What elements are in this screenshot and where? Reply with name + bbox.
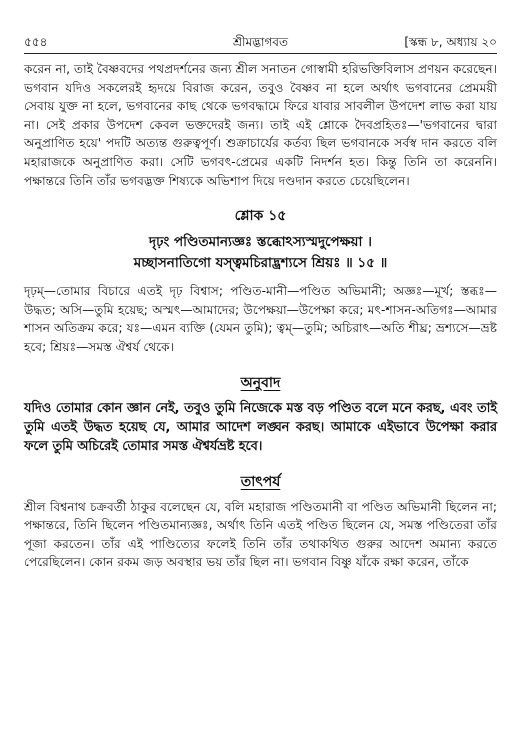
translation-heading: অনুবাদ: [240, 374, 281, 391]
verse-heading: শ্লোক ১৫: [234, 208, 287, 225]
intro-paragraph: করেন না, তাই বৈষ্ণবদের পথপ্রদর্শনের জন্য শ্রীল সনাতন গোস্বামী হরিভক্তিবিলাস প্রণয়ন করেছেন। ভগবান যদিও সকলেরই হৃদয়ে বিরাজ করেন, তবুও বৈষ্ণব না হলে অর্থাৎ ভগবানের প্রেমময়ী সেবায় যুক্ত না হলে, ভগবানের কাছ থেকে ভগবদ্ধামে ফিরে যাবার সাবলীল উপদেশ লাভ করা যায় না। সেই প্রকার উপদেশ কেবল ভক্তদেরই জন্য। তাই এই শ্লোকে দৈবপ্রহিতঃ—'ভগবানের দ্বারা অনুপ্রাণিত হয়ে' পদটি অত্যন্ত গুরুত্বপূর্ণ। শুক্রাচার্যের কর্তব্য ছিল ভগবানকে সর্বস্ব দান করতে বলি মহারাজকে অনুপ্রাণিত করা। সেটি ভগবৎ-প্রেমের একটি নিদর্শন হত। কিন্তু তিনি তা করেননি। পক্ষান্তরে তিনি তাঁর ভগবদ্ভক্ত শিষ্যকে অভিশাপ দিয়ে দণ্ডদান করতে চেয়েছিলেন।: [24, 62, 497, 188]
section-reference: [স্কন্ধ ৮, অধ্যায় ২০: [404, 35, 497, 49]
page-body: [24, 60, 497, 572]
purport-heading: তাৎপর্য: [240, 473, 281, 490]
header-rule: [24, 53, 497, 54]
verse-line-1: দৃঢ়ং পণ্ডিতমান্যজ্ঞঃ স্তব্ধোঽস্যস্মদুপেক্ষয়া ।: [149, 234, 372, 251]
translation-text: যদিও তোমার কোন জ্ঞান নেই, তবুও তুমি নিজেকে মস্ত বড় পণ্ডিত বলে মনে করছ, এবং তাই তুমি এতই উদ্ধত হয়েছ যে, আমার আদেশ লঙ্ঘন করছ। আমাকে এইভাবে উপেক্ষা করার ফলে তুমি অচিরেই তোমার সমস্ত ঐশ্বর্যভ্রষ্ট হবে।: [24, 400, 497, 454]
page-number: ৫৫৪: [24, 35, 48, 49]
running-header: [24, 34, 497, 54]
synonyms-paragraph: দৃঢ়ম্—তোমার বিচারে এতই দৃঢ় বিশ্বাস; পণ্ডিত-মানী—পণ্ডিত অভিমানী; অজ্ঞঃ—মূর্খ; স্তব্ধঃ—উদ্ধত; অসি—তুমি হয়েছ; অস্মৎ—আমাদের; উপেক্ষয়া—উপেক্ষা করে; মৎ-শাসন-অতিগঃ—আমার শাসন অতিক্রম করে; যঃ—এমন ব্যক্তি (যেমন তুমি); ত্বম্—তুমি; অচিরাৎ—অতি শীঘ্র; ভ্রশ্যসে—ভ্রষ্ট হবে; শ্রিয়ঃ—সমস্ত ঐশ্বর্য থেকে।: [24, 284, 497, 354]
book-title: শ্রীমদ্ভাগবত: [232, 35, 288, 49]
purport-text: শ্রীল বিশ্বনাথ চক্রবর্তী ঠাকুর বলেছেন যে, বলি মহারাজ পণ্ডিতমানী বা পণ্ডিত অভিমানী ছিলেন না; পক্ষান্তরে, তিনি ছিলেন পণ্ডিতমান্যজ্ঞঃ, অর্থাৎ তিনি এতই পণ্ডিত ছিলেন যে, সমস্ত পণ্ডিতেরা তাঁর পূজা করতেন। তাঁর এই পাণ্ডিত্যের ফলেই তিনি তাঁর তথাকথিত গুরুর আদেশ অমান্য করতে পেরেছিলেন। কোন রকম জড় অবস্থার ভয় তাঁর ছিল না। ভগবান বিষ্ণু যাঁকে রক্ষা করেন, তাঁকে: [24, 499, 497, 570]
verse-line-2: মচ্ছাসনাতিগো যস্ত্বমচিরাদ্ভ্রশ্যসে শ্রিয়ঃ ॥ ১৫ ॥: [133, 255, 388, 272]
